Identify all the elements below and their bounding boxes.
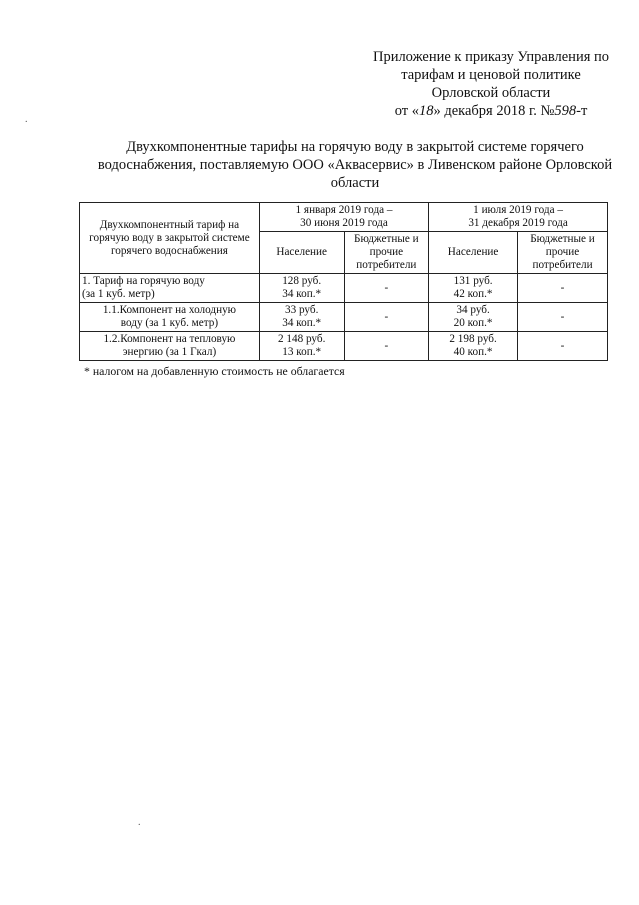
date-mid: » декабря 2018 г. №: [433, 103, 555, 119]
value-rub: 34 руб.: [456, 304, 490, 316]
row-name-line-1: 1. Тариф на горячую воду: [82, 275, 205, 287]
header-population-1: Население: [259, 232, 344, 274]
population-tariff-h1: [259, 332, 344, 361]
footnote: * налогом на добавленную стоимость не облагается: [84, 364, 345, 378]
row-name-line-2: воду (за 1 куб. метр): [120, 317, 219, 329]
date-suffix: -т: [576, 103, 588, 119]
budget-tariff-h1: -: [344, 332, 429, 361]
title-line-2: водоснабжения, поставляемую ООО «Аквасервис» в Ливенском районе Орловской: [97, 157, 613, 173]
row-name-line-1: 1.1.Компонент на холодную: [102, 304, 237, 316]
row-name: [80, 303, 260, 332]
value-rub: 131 руб.: [453, 275, 493, 287]
value-kop: 42 коп.*: [453, 288, 493, 300]
title-line-1: Двухкомпонентные тарифы на горячую воду в закрытой системе горячего: [126, 139, 584, 155]
value-kop: 34 коп.*: [282, 288, 322, 300]
scan-dot: .: [25, 114, 28, 125]
table-row: [80, 303, 608, 332]
budget-tariff-h2: -: [518, 274, 608, 303]
table-row: [80, 332, 608, 361]
period-1-line-1: 1 января 2019 года –: [295, 204, 393, 216]
row-name: [80, 332, 260, 361]
budget-tariff-h2: -: [518, 332, 608, 361]
approval-date-line: [360, 102, 622, 120]
approval-line-1: Приложение к приказу Управления по: [372, 49, 610, 65]
budget-tariff-h1: -: [344, 274, 429, 303]
document-title: [95, 138, 615, 192]
period-1-line-2: 30 июня 2019 года: [300, 217, 388, 229]
header-row-periods: [80, 203, 608, 232]
population-tariff-h2: [429, 332, 518, 361]
budget-tariff-h1: -: [344, 303, 429, 332]
header-tariff-name: Двухкомпонентный тариф на горячую воду в закрытой системе горячего водоснабжения: [80, 203, 260, 274]
budget-tariff-h2: -: [518, 303, 608, 332]
value-kop: 34 коп.*: [282, 317, 322, 329]
value-kop: 40 коп.*: [453, 346, 493, 358]
tariff-table: [79, 202, 608, 361]
scan-dot: .: [138, 817, 141, 828]
population-tariff-h2: [429, 274, 518, 303]
value-rub: 2 148 руб.: [278, 333, 326, 345]
approval-line-3: Орловской области: [431, 85, 551, 101]
header-budget-2: Бюджетные и прочие потребители: [518, 232, 608, 274]
value-rub: 128 руб.: [282, 275, 322, 287]
header-period-1: [259, 203, 428, 232]
date-day: 18: [418, 103, 434, 119]
period-2-line-1: 1 июля 2019 года –: [473, 204, 563, 216]
header-budget-1: Бюджетные и прочие потребители: [344, 232, 429, 274]
population-tariff-h1: [259, 303, 344, 332]
row-name-line-1: 1.2.Компонент на тепловую: [103, 333, 236, 345]
value-kop: 13 коп.*: [282, 346, 322, 358]
value-rub: 2 198 руб.: [449, 333, 497, 345]
approval-block: [360, 48, 622, 120]
value-kop: 20 коп.*: [453, 317, 493, 329]
header-period-2: [429, 203, 608, 232]
approval-line-2: тарифам и ценовой политике: [401, 67, 581, 83]
population-tariff-h1: [259, 274, 344, 303]
population-tariff-h2: [429, 303, 518, 332]
row-name-line-2: (за 1 куб. метр): [82, 288, 155, 300]
period-2-line-2: 31 декабря 2019 года: [468, 217, 568, 229]
date-prefix: от «: [394, 103, 419, 119]
order-number: 598: [554, 103, 577, 119]
header-population-2: Население: [429, 232, 518, 274]
row-name-line-2: энергию (за 1 Гкал): [122, 346, 217, 358]
row-name: [80, 274, 260, 303]
value-rub: 33 руб.: [285, 304, 319, 316]
table-row: [80, 274, 608, 303]
title-line-3: области: [330, 175, 380, 191]
